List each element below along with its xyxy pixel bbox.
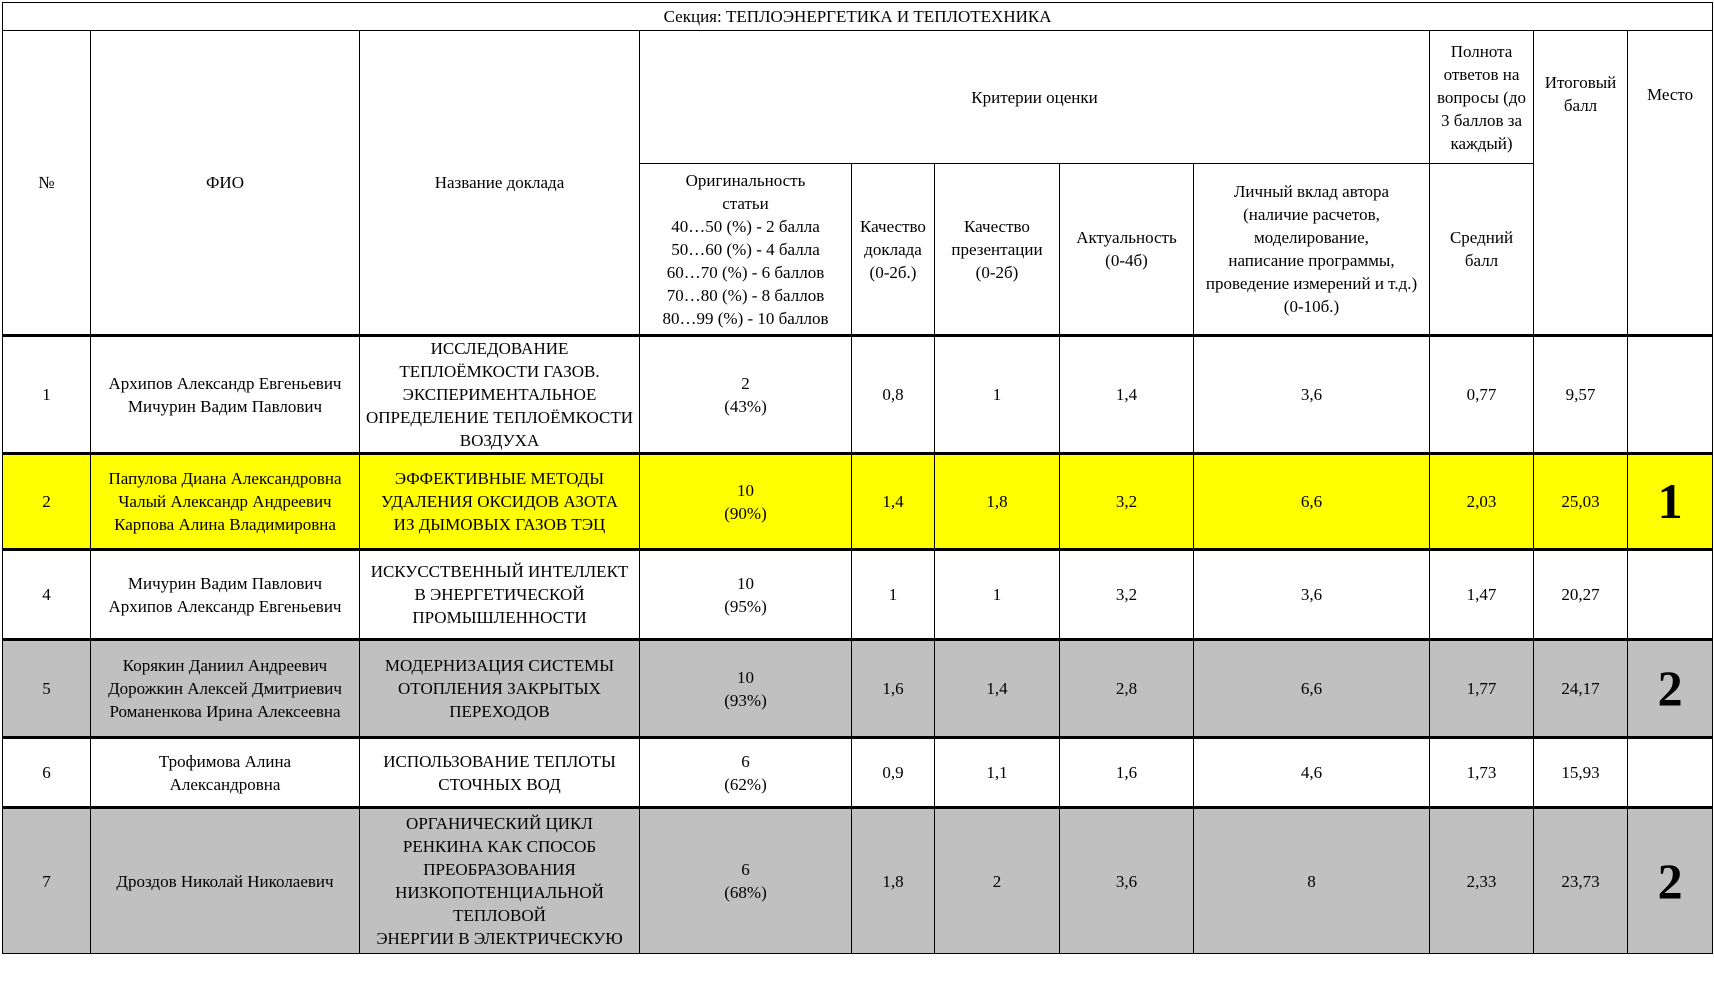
- row-title: [360, 738, 640, 808]
- row-total: 15,93: [1534, 738, 1628, 808]
- row-title: [360, 550, 640, 640]
- header-line: 60…70 (%) - 6 баллов: [666, 262, 825, 282]
- header-line: Полнота: [1450, 41, 1513, 61]
- row-quality-report: 0,9: [852, 738, 935, 808]
- row-title-line: ИСПОЛЬЗОВАНИЕ ТЕПЛОТЫ: [383, 751, 616, 771]
- table-row: [3, 640, 1713, 738]
- row-names-line: Дроздов Николай Николаевич: [116, 871, 334, 891]
- row-quality-presentation: 1,1: [935, 738, 1060, 808]
- row-originality-line: (68%): [724, 883, 767, 902]
- row-contribution: 6,6: [1194, 640, 1430, 738]
- header-line: презентации: [951, 239, 1043, 259]
- row-names-line: Архипов Александр Евгеньевич: [108, 373, 342, 393]
- row-title-line: ВОЗДУХА: [459, 431, 540, 450]
- row-title-line: МОДЕРНИЗАЦИЯ СИСТЕМЫ: [384, 656, 615, 675]
- row-originality: [640, 738, 852, 808]
- header-line: балл: [1563, 96, 1598, 115]
- row-title: [360, 640, 640, 738]
- section-title: Секция: ТЕПЛОЭНЕРГЕТИКА И ТЕПЛОТЕХНИКА: [3, 3, 1713, 31]
- row-names-line: Трофимова Алина: [158, 751, 292, 771]
- row-relevance: 2,8: [1060, 640, 1194, 738]
- row-originality-line: (62%): [724, 774, 767, 794]
- row-title: [360, 454, 640, 550]
- row-title-line: ЭФФЕКТИВНЫЕ МЕТОДЫ: [394, 469, 605, 488]
- row-names-line: Карпова Алина Владимировна: [114, 515, 336, 534]
- row-num: 7: [3, 808, 91, 954]
- row-title-line: ЭНЕРГИИ В ЭЛЕКТРИЧЕСКУЮ: [376, 929, 623, 948]
- row-title-line: ИССЛЕДОВАНИЕ: [430, 339, 569, 358]
- row-title-line: ПРЕОБРАЗОВАНИЯ: [423, 860, 576, 879]
- header-num: №: [3, 31, 91, 336]
- row-title-line: В ЭНЕРГЕТИЧЕСКОЙ: [414, 585, 585, 604]
- row-names-line: Дорожкин Алексей Дмитриевич: [108, 679, 342, 698]
- header-line: каждый): [1450, 133, 1513, 153]
- row-relevance: 3,2: [1060, 550, 1194, 640]
- row-relevance: 3,2: [1060, 454, 1194, 550]
- header-line: моделирование,: [1254, 228, 1369, 247]
- row-originality: [640, 454, 852, 550]
- row-originality-line: 10: [737, 667, 754, 687]
- row-originality-line: 6: [741, 751, 750, 771]
- row-contribution: 4,6: [1194, 738, 1430, 808]
- row-total: 20,27: [1534, 550, 1628, 640]
- row-title-line: РЕНКИНА КАК СПОСОБ: [402, 837, 597, 856]
- row-title-line: ОТОПЛЕНИЯ ЗАКРЫТЫХ: [398, 679, 601, 698]
- row-place: 1: [1628, 454, 1713, 550]
- row-names-line: Архипов Александр Евгеньевич: [108, 596, 342, 616]
- header-line: (0-10б.): [1283, 297, 1340, 316]
- header-line: (0-2б.): [869, 262, 917, 282]
- row-num: 1: [3, 336, 91, 454]
- row-title: [360, 808, 640, 954]
- row-title-line: ТЕПЛОЁМКОСТИ ГАЗОВ.: [399, 362, 600, 381]
- row-num: 4: [3, 550, 91, 640]
- header-line: статьи: [722, 193, 769, 213]
- row-title-line: ПРОМЫШЛЕННОСТИ: [412, 608, 587, 627]
- row-avg: 1,47: [1430, 550, 1534, 640]
- header-line: Качество: [860, 216, 926, 236]
- row-relevance: 3,6: [1060, 808, 1194, 954]
- header-line: 40…50 (%) - 2 балла: [671, 216, 820, 236]
- row-num: 6: [3, 738, 91, 808]
- row-total: 23,73: [1534, 808, 1628, 954]
- row-avg: 1,77: [1430, 640, 1534, 738]
- header-line: (0-4б): [1105, 251, 1148, 270]
- row-names-line: Мичурин Вадим Павлович: [127, 396, 323, 416]
- header-quality-presentation: [935, 164, 1060, 336]
- row-quality-report: 1,8: [852, 808, 935, 954]
- row-quality-presentation: 1: [935, 336, 1060, 454]
- header-line: Итоговый: [1544, 73, 1617, 92]
- row-names: [91, 640, 360, 738]
- row-avg: 1,73: [1430, 738, 1534, 808]
- header-report: Название доклада: [360, 31, 640, 336]
- table-row: [3, 454, 1713, 550]
- row-names: [91, 550, 360, 640]
- row-contribution: 3,6: [1194, 336, 1430, 454]
- row-originality-line: 10: [737, 573, 754, 593]
- row-quality-report: 1,4: [852, 454, 935, 550]
- row-title-line: ИЗ ДЫМОВЫХ ГАЗОВ ТЭЦ: [393, 515, 606, 534]
- row-avg: 2,33: [1430, 808, 1534, 954]
- row-quality-report: 1,6: [852, 640, 935, 738]
- row-names: [91, 454, 360, 550]
- row-place: 2: [1628, 808, 1713, 954]
- table-row: [3, 550, 1713, 640]
- header-contribution: [1194, 164, 1430, 336]
- row-place: [1628, 738, 1713, 808]
- table-row: [3, 808, 1713, 954]
- header-originality: [640, 164, 852, 336]
- results-table: [2, 2, 1713, 954]
- header-answers: [1430, 31, 1534, 164]
- row-place: [1628, 336, 1713, 454]
- row-names-line: Александровна: [169, 774, 281, 794]
- row-names-line: Корякин Даниил Андреевич: [122, 656, 328, 675]
- header-line: проведение измерений и т.д.): [1205, 274, 1418, 293]
- header-line: доклада: [864, 239, 922, 259]
- row-originality-line: 10: [737, 480, 754, 500]
- row-originality: [640, 808, 852, 954]
- row-title-line: ТЕПЛОВОЙ: [453, 906, 546, 925]
- header-quality-report: [852, 164, 935, 336]
- header-line: Личный вклад автора: [1233, 182, 1390, 201]
- row-originality-line: (93%): [724, 690, 767, 710]
- row-num: 5: [3, 640, 91, 738]
- header-avg: [1430, 164, 1534, 336]
- row-names: [91, 808, 360, 954]
- header-relevance: [1060, 164, 1194, 336]
- header-line: 80…99 (%) - 10 баллов: [662, 308, 829, 328]
- row-title-line: ОПРЕДЕЛЕНИЕ ТЕПЛОЁМКОСТИ: [365, 408, 633, 427]
- header-line: Оригинальность: [685, 170, 806, 190]
- row-originality-line: (95%): [724, 596, 767, 616]
- row-originality-line: (90%): [724, 503, 767, 523]
- row-names-line: Чалый Александр Андреевич: [118, 492, 332, 511]
- header-line: (наличие расчетов,: [1243, 205, 1380, 224]
- row-originality: [640, 550, 852, 640]
- row-quality-presentation: 1,8: [935, 454, 1060, 550]
- row-names-line: Папулова Диана Александровна: [108, 469, 342, 488]
- row-place: 2: [1628, 640, 1713, 738]
- row-avg: 0,77: [1430, 336, 1534, 454]
- row-contribution: 8: [1194, 808, 1430, 954]
- row-title-line: ИСКУССТВЕННЫЙ ИНТЕЛЛЕКТ: [370, 562, 629, 581]
- row-names-line: Романенкова Ирина Алексеевна: [109, 702, 341, 721]
- row-originality: [640, 336, 852, 454]
- row-total: 25,03: [1534, 454, 1628, 550]
- row-place: [1628, 550, 1713, 640]
- row-title-line: ЭКСПЕРИМЕНТАЛЬНОЕ: [402, 385, 597, 404]
- header-line: написание программы,: [1228, 251, 1395, 270]
- row-num: 2: [3, 454, 91, 550]
- row-avg: 2,03: [1430, 454, 1534, 550]
- header-place: Место: [1628, 31, 1713, 336]
- row-originality-line: 2: [741, 373, 750, 393]
- row-names-line: Мичурин Вадим Павлович: [127, 573, 323, 593]
- row-total: 9,57: [1534, 336, 1628, 454]
- row-quality-report: 1: [852, 550, 935, 640]
- header-line: 3 баллов за: [1440, 110, 1523, 130]
- row-contribution: 3,6: [1194, 550, 1430, 640]
- header-line: ответов на: [1443, 64, 1520, 84]
- row-total: 24,17: [1534, 640, 1628, 738]
- header-total: [1534, 31, 1628, 336]
- header-line: (0-2б): [975, 262, 1019, 282]
- header-line: балл: [1464, 251, 1499, 270]
- header-criteria: Критерии оценки: [640, 31, 1430, 164]
- header-line: 50…60 (%) - 4 балла: [671, 239, 820, 259]
- row-quality-presentation: 1,4: [935, 640, 1060, 738]
- header-line: Актуальность: [1076, 228, 1177, 247]
- header-fio: ФИО: [91, 31, 360, 336]
- row-title-line: УДАЛЕНИЯ ОКСИДОВ АЗОТА: [381, 492, 618, 511]
- header-line: Средний: [1449, 228, 1514, 247]
- row-originality-line: (43%): [724, 396, 767, 416]
- row-originality: [640, 640, 852, 738]
- row-title-line: НИЗКОПОТЕНЦИАЛЬНОЙ: [395, 883, 604, 902]
- header-line: Качество: [964, 216, 1030, 236]
- row-relevance: 1,6: [1060, 738, 1194, 808]
- table-row: [3, 738, 1713, 808]
- header-line: вопросы (до: [1437, 87, 1526, 107]
- row-contribution: 6,6: [1194, 454, 1430, 550]
- row-names: [91, 336, 360, 454]
- row-originality-line: 6: [741, 860, 750, 879]
- row-names: [91, 738, 360, 808]
- table-row: [3, 336, 1713, 454]
- row-title: [360, 336, 640, 454]
- header-line: 70…80 (%) - 8 баллов: [666, 285, 825, 305]
- row-title-line: СТОЧНЫХ ВОД: [438, 774, 561, 794]
- row-relevance: 1,4: [1060, 336, 1194, 454]
- row-title-line: ОРГАНИЧЕСКИЙ ЦИКЛ: [406, 814, 593, 833]
- row-quality-report: 0,8: [852, 336, 935, 454]
- row-quality-presentation: 2: [935, 808, 1060, 954]
- row-quality-presentation: 1: [935, 550, 1060, 640]
- row-title-line: ПЕРЕХОДОВ: [449, 702, 550, 721]
